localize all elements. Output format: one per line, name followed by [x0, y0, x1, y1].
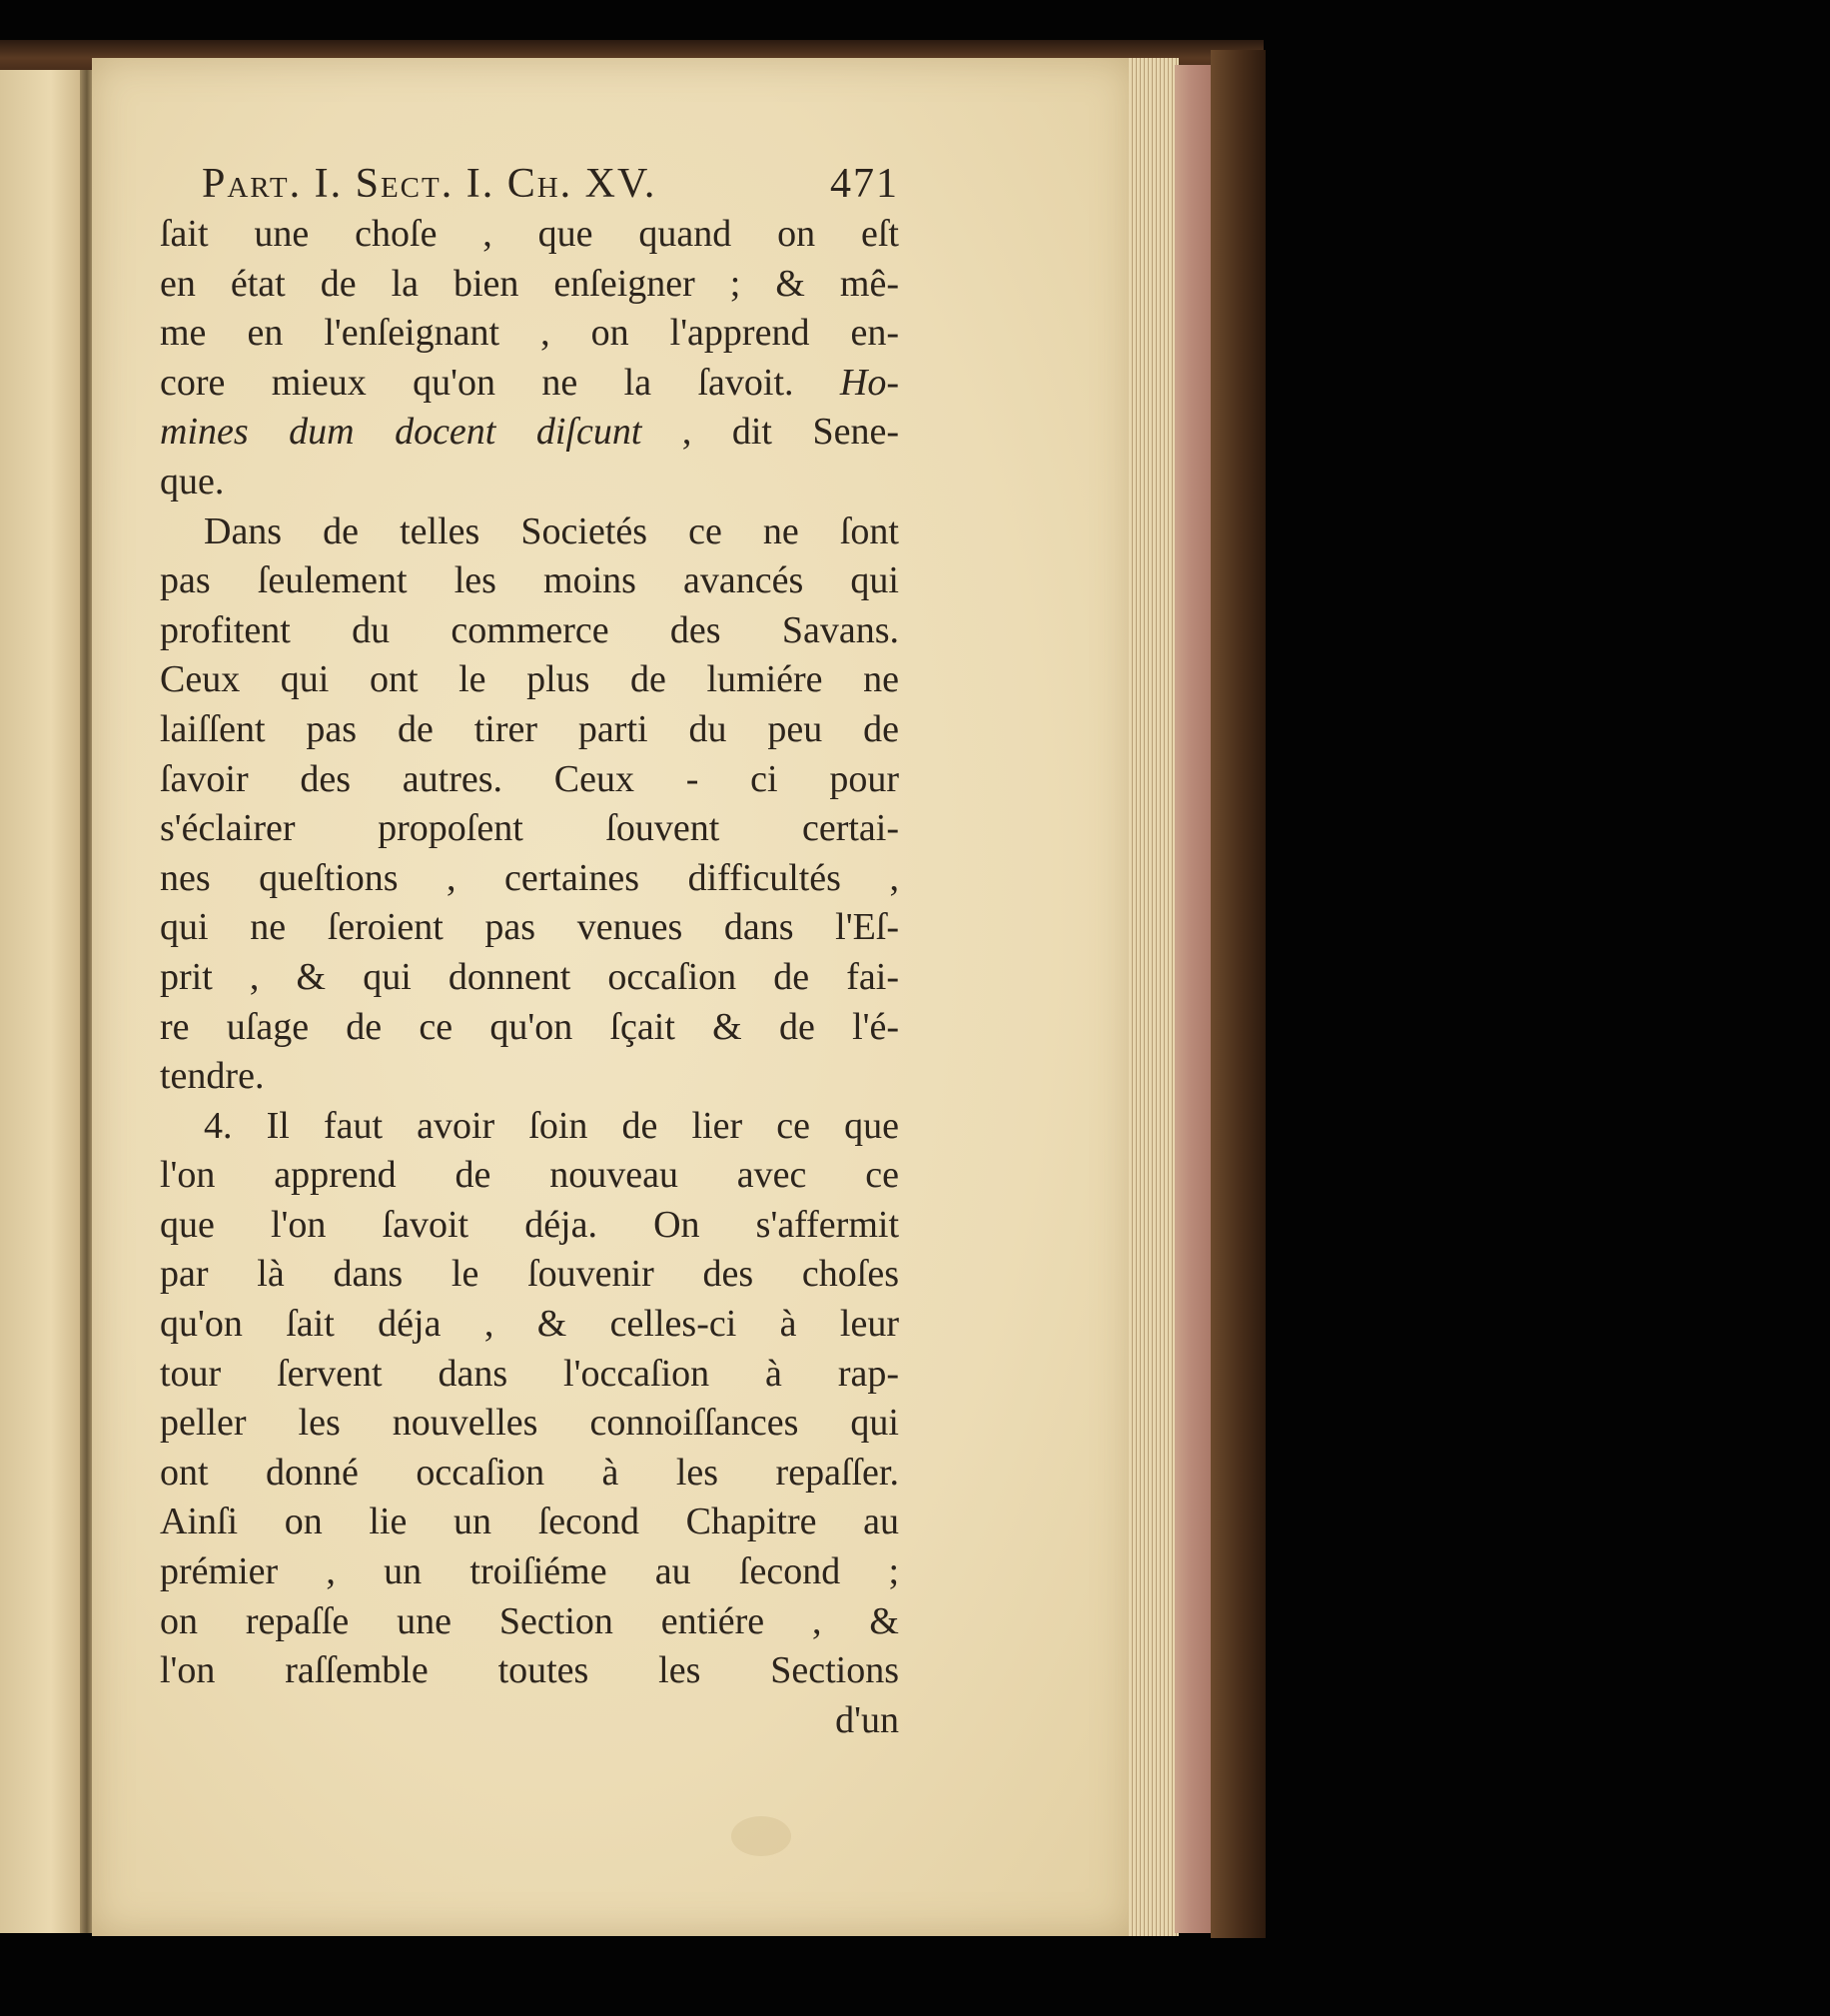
- text-segment: l'on raſſemble toutes les Sections: [160, 1649, 899, 1692]
- text-line: [160, 655, 899, 705]
- text-segment: s'éclairer propoſent ſouvent certai-: [160, 807, 899, 850]
- text-line: [160, 1250, 899, 1300]
- text-segment: re uſage de ce qu'on ſçait & de l'é-: [160, 1005, 899, 1048]
- text-line: [160, 507, 899, 557]
- text-segment: ſavoir des autres. Ceux - ci pour: [160, 757, 899, 800]
- text-segment: Ainſi on lie un ſecond Chapitre au: [160, 1501, 899, 1543]
- catchword: d'un: [835, 1698, 899, 1741]
- text-line: [160, 210, 899, 260]
- text-segment: peller les nouvelles connoiſſances qui: [160, 1402, 899, 1445]
- text-segment: Dans de telles Societés ce ne ſont: [204, 509, 899, 552]
- text-segment: nes queſtions , certaines difficultés ,: [160, 856, 899, 899]
- page-number: 471: [830, 161, 899, 207]
- page-text-block: [160, 160, 899, 1745]
- text-segment: l'on apprend de nouveau avec ce: [160, 1154, 899, 1197]
- book-cover-side: [1211, 50, 1266, 1938]
- paper-stain: [731, 1816, 791, 1856]
- text-line: [160, 1102, 899, 1152]
- text-line: [160, 953, 899, 1003]
- text-segment: ont donné occaſion à les repaſſer.: [160, 1451, 899, 1494]
- text-segment: profitent du commerce des Savans.: [160, 608, 899, 651]
- text-line: [160, 359, 899, 409]
- text-segment: qu'on ſait déja , & celles-ci à leur: [160, 1303, 899, 1346]
- text-segment: prit , & qui donnent occaſion de fai-: [160, 955, 899, 998]
- text-segment: tendre.: [160, 1055, 265, 1098]
- text-line: [160, 260, 899, 310]
- text-line: [160, 1003, 899, 1053]
- text-segment: que.: [160, 460, 225, 503]
- text-segment: qui ne ſeroient pas venues dans l'Eſ-: [160, 906, 899, 949]
- text-line: [160, 1052, 899, 1102]
- text-line: [160, 309, 899, 359]
- text-segment: me en l'enſeignant , on l'apprend en-: [160, 312, 899, 355]
- text-line: [160, 854, 899, 904]
- text-segment: 4. Il faut avoir ſoin de lier ce que: [204, 1104, 899, 1147]
- text-line: [160, 1646, 899, 1696]
- italic-segment: Ho-: [839, 361, 899, 404]
- text-line: [160, 1498, 899, 1547]
- text-line: [160, 755, 899, 805]
- text-line: [160, 1449, 899, 1499]
- text-line: [160, 1597, 899, 1647]
- text-segment: laiſſent pas de tirer parti du peu de: [160, 707, 899, 750]
- text-line: [160, 1151, 899, 1201]
- text-line: [160, 1350, 899, 1400]
- text-line: [160, 1201, 899, 1251]
- text-line: [160, 1399, 899, 1449]
- text-line: [160, 1547, 899, 1597]
- text-line: [160, 556, 899, 606]
- text-segment: Ceux qui ont le plus de lumiére ne: [160, 658, 899, 701]
- text-segment: on repaſſe une Section entiére , &: [160, 1599, 899, 1642]
- text-segment: que l'on ſavoit déja. On s'affermit: [160, 1203, 899, 1246]
- text-line: [160, 606, 899, 656]
- text-segment: par là dans le ſouvenir des choſes: [160, 1253, 899, 1296]
- italic-segment: mines dum docent diſcunt: [160, 411, 642, 454]
- text-line: [160, 705, 899, 755]
- text-line: [160, 804, 899, 854]
- text-line: [160, 903, 899, 953]
- text-segment: tour ſervent dans l'occaſion à rap-: [160, 1352, 899, 1395]
- text-line: [160, 1300, 899, 1350]
- text-segment: prémier , un troiſiéme au ſecond ;: [160, 1550, 899, 1593]
- text-line: [160, 408, 899, 458]
- page-edges: [1129, 58, 1179, 1936]
- running-header: [202, 160, 899, 208]
- text-segment: , dit Sene-: [641, 411, 899, 454]
- facing-page: [0, 70, 85, 1933]
- text-segment: core mieux qu'on ne la ſavoit.: [160, 361, 840, 404]
- red-page-edges: [1175, 65, 1215, 1933]
- text-segment: en état de la bien enſeigner ; & mê-: [160, 262, 899, 305]
- text-segment: pas ſeulement les moins avancés qui: [160, 559, 899, 602]
- running-title: Part. I. Sect. I. Ch. XV.: [202, 161, 657, 207]
- body-text: [160, 210, 899, 1696]
- text-line: [160, 458, 899, 507]
- text-segment: ſait une choſe , que quand on eſt: [160, 213, 899, 255]
